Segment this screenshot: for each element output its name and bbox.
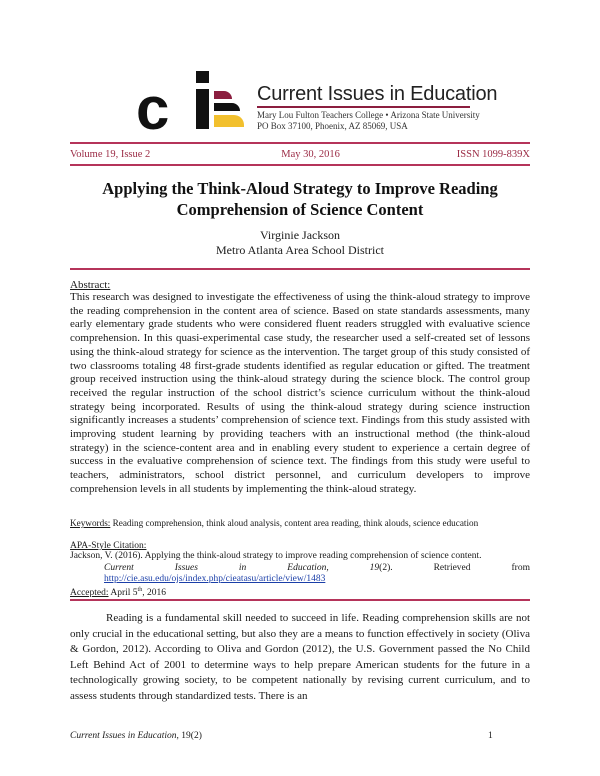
logo-c-letter: c [136,75,167,142]
body-paragraph: Reading is a fundamental skill needed to succeed in life. Reading comprehension skills are not only crucial in the educational setting, but also they are a means to function effectively in society (Oliva & Gordon, 2012). According to Oliva and Gordon (2012), the U.S. Government passed the No Child Left Behind Act of 2001 to determine ways to help prepare American students for the future in a technologically growing society, to be competent nationally by revising current curriculum, and to assess students through standardized tests. There is an [70,612,530,702]
abstract-label: Abstract: [70,279,111,291]
cie-logo [136,71,246,142]
keywords [70,518,540,529]
journal-title: Current Issues in Education [257,83,498,105]
article-title-line-1: Applying the Think-Aloud Strategy to Improve Reading [102,179,498,198]
keywords-label: Keywords: [70,518,111,528]
citation-journal-word: in [238,562,247,573]
author-affiliation: Metro Atlanta Area School District [216,243,384,257]
citation-volume-issue: 19(2). [369,562,393,573]
citation-journal-word: Issues [174,562,198,573]
page-number: 1 [488,731,493,741]
citation-line-2 [70,563,530,575]
logo-i-dot [196,71,209,83]
publication-date: May 30, 2016 [281,149,340,160]
citation [70,551,530,586]
journal-title-rule [257,106,470,108]
accepted-bottom-rule [70,599,530,601]
running-footer [70,731,202,742]
citation-from: from [511,562,530,573]
logo-i-stem [196,89,209,129]
citation-url-link[interactable]: http://cie.asu.edu/ojs/index.php/cieatasu/article/view/1483 [104,574,326,584]
citation-journal-word: Current [104,562,134,573]
issn: ISSN 1099-839X [456,149,530,160]
author-block [60,228,540,258]
affiliation-line-1: Mary Lou Fulton Teachers College • Arizona State University [257,110,480,120]
citation-label: APA-Style Citation: [70,541,147,551]
logo-black-stripe-icon [214,103,240,111]
author-name: Virginie Jackson [259,228,341,242]
affiliation-line-2: PO Box 37100, Phoenix, AZ 85069, USA [257,121,408,131]
footer-journal: Current Issues in Education [70,731,177,741]
accepted-date: Accepted: April 5th, 2016 [70,587,166,599]
article-title [60,178,540,220]
citation-journal-word: Education, [287,562,329,573]
abstract-top-rule [70,268,530,270]
accepted-label: Accepted: [70,588,109,599]
issue-bar-top-rule [70,142,530,144]
citation-line-1: Jackson, V. (2016). Applying the think-aloud strategy to improve reading comprehension of science content. [70,551,482,561]
logo-gold-stripe-icon [214,115,244,127]
citation-retrieved: Retrieved [433,562,471,573]
logo-maroon-stripe-icon [214,91,232,99]
keywords-text: Reading comprehension, think aloud analysis, content area reading, think alouds, science education [110,518,479,528]
abstract-text: This research was designed to investigate the effectiveness of using the think-aloud strategy to improve the reading comprehension in the content area of science. Based on state standards assessments, many early elementary grade students who were considered fluent readers struggled with evaluative science comprehension. In this quasi-experimental case study, the researcher used a self-created set of lessons using the think-aloud strategy for science as the intervention. The target group of this study consisted of two classrooms totaling 48 first-grade students identified as regular education or gifted. The treatment group received instruction using the think-aloud strategy during the science block. The control group received the regular instruction of the school district’s science curriculum without the think-aloud strategy being incorporated. Results of using the think-aloud strategy during science instruction significantly increases a students’ comprehension of science text. Findings from this study assisted with improving student learning by providing teachers with an instructional method (the think-aloud strategy) in the science-content area and in enabling every student to experience a certain degree of success in the evaluative comprehension of science text. The findings from this study were useful to teachers, administrators, school district personnel, and curriculum developers to improve comprehension levels in all students by implementing the think-aloud strategy. [70,291,530,495]
journal-affiliation [257,110,480,132]
issue-bar [70,149,530,161]
issue-bar-bottom-rule [70,164,530,166]
volume-issue: Volume 19, Issue 2 [70,149,151,160]
article-title-line-2: Comprehension of Science Content [176,200,424,219]
footer-volume-issue: , 19(2) [176,731,202,741]
